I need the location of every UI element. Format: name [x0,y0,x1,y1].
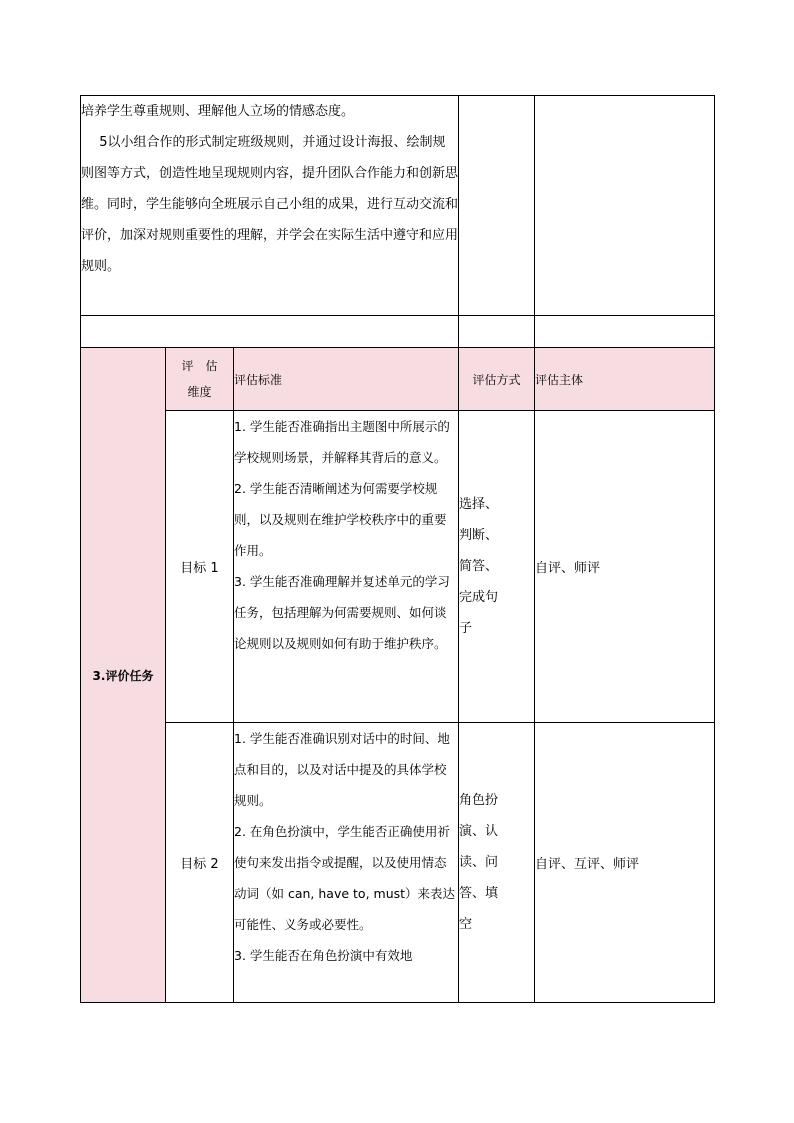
objective-paragraph: 5以小组合作的形式制定班级规则，并通过设计海报、绘制规则图等方式，创造性地呈现规则内容，提升团队合作能力和创新思维。同时，学生能够向全班展示自己小组的成果，进行互动交流和评价，加深对规则重要性的理解，并学会在实际生活中遵守和应用规则。 [81,135,459,274]
empty-cell [535,316,715,348]
criterion: 3. 学生能否在角色扮演中有效地 [234,948,413,963]
criterion: 1. 学生能否准确识别对话中的时间、地点和目的，以及对话中提及的具体学校规则。 [234,731,450,808]
header-method: 评估方式 [459,348,535,411]
method-cell [459,411,535,723]
goal-label: 目标 1 [166,411,234,723]
empty-cell [459,96,535,316]
section-label: 3.评价任务 [81,348,166,1003]
subject-cell: 自评、互评、师评 [535,723,715,1003]
top-content-row [81,96,715,316]
objectives-cell [81,96,459,316]
evaluation-header-row [81,348,715,411]
empty-cell [535,96,715,316]
criteria-cell [234,723,459,1003]
method-text: 角色扮演、认读、问答、填空 [459,793,499,932]
empty-row [81,316,715,348]
header-dimension [166,348,234,411]
header-dimension-line1: 评 估 [181,359,218,373]
criterion: 1. 学生能否准确指出主题图中所展示的学校规则场景，并解释其背后的意义。 [234,419,450,465]
header-dimension-line2: 维度 [187,385,212,399]
goal-label: 目标 2 [166,723,234,1003]
empty-cell [459,316,535,348]
empty-cell [81,316,459,348]
header-subject: 评估主体 [535,348,715,411]
criterion: 2. 在角色扮演中，学生能否正确使用祈使句来发出指令或提醒，以及使用情态动词（如 can, have to, must）来表达可能性、义务或必要性。 [234,824,456,932]
objective-line: 培养学生尊重规则、理解他人立场的情感态度。 [81,104,355,119]
method-text: 选择、判断、简答、完成句子 [459,497,499,636]
criterion: 2. 学生能否清晰阐述为何需要学校规则，以及规则在维护学校秩序中的重要作用。 [234,481,447,558]
subject-cell: 自评、师评 [535,411,715,723]
criteria-cell [234,411,459,723]
criterion: 3. 学生能否准确理解并复述单元的学习任务，包括理解为何需要规则、如何谈论规则以及规则如何有助于维护秩序。 [234,574,450,651]
header-standard: 评估标准 [234,348,459,411]
goal-row [81,723,715,1003]
goal-row [81,411,715,723]
lesson-plan-table [80,95,715,1003]
method-cell [459,723,535,1003]
